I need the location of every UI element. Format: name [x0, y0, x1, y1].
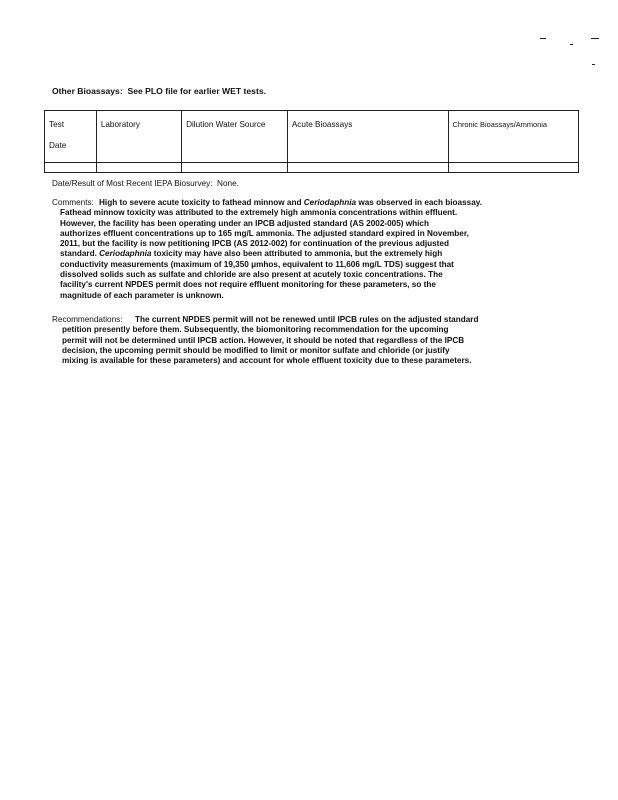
comments-line: High to severe acute toxicity to fathead minnow and Ceriodaphnia was observed in each bioassay.: [99, 198, 482, 207]
scan-artifact: [540, 38, 546, 39]
comments-line: Fathead minnow toxicity was attributed to the extremely high ammonia concentrations within effluent.: [60, 208, 458, 218]
comments-line: However, the facility has been operating under an IPCB adjusted standard (AS 2002-005) which: [60, 218, 429, 228]
recommendations-line: permit will not be determined until IPCB action. However, it should be noted that regardless of the IPCB: [62, 335, 465, 345]
comments-line: standard. Ceriodaphnia toxicity may have also been attributed to ammonia, but the extremely high: [60, 249, 443, 259]
recommendations-section: [52, 315, 597, 375]
biosurvey-value: None.: [217, 179, 239, 188]
header-chronic-bioassays: Chronic Bioassays/Ammonia: [448, 111, 578, 163]
recommendations-label: Recommendations:: [52, 315, 123, 324]
comments-text: [99, 198, 599, 208]
heading-label: Other Bioassays:: [52, 86, 123, 96]
table-header-row: [45, 111, 579, 163]
header-test-date: [45, 111, 97, 163]
biosurvey-line: [52, 179, 239, 188]
recommendations-line: mixing is available for these parameters) and account for whole effluent toxicity due to these parameters.: [62, 356, 472, 366]
recommendations-line: petition presently before them. Subsequently, the biomonitoring recommendation for the upcoming: [62, 325, 449, 335]
comments-line: magnitude of each parameter is unknown.: [60, 290, 224, 300]
table-cell: [182, 163, 288, 173]
comments-line: facility's current NPDES permit does not require effluent monitoring for these parameters, so the: [60, 280, 436, 290]
table-cell: [96, 163, 181, 173]
table-cell: [45, 163, 97, 173]
table-cell: [287, 163, 448, 173]
comments-line: 2011, but the facility is now petitioning IPCB (AS 2012-002) for continuation of the previous adjusted: [60, 239, 449, 249]
header-test: Test: [49, 120, 65, 129]
comments-section: [52, 198, 592, 308]
recommendations-body: [62, 325, 602, 366]
table-row: [45, 163, 579, 173]
header-acute-bioassays: Acute Bioassays: [287, 111, 448, 163]
header-laboratory: Laboratory: [96, 111, 181, 163]
other-bioassays-heading: [52, 86, 266, 96]
header-dilution-water-source: Dilution Water Source: [182, 111, 288, 163]
heading-note: See PLO file for earlier WET tests.: [127, 86, 266, 96]
comments-body: [60, 208, 560, 301]
scan-artifact: [570, 44, 573, 45]
comments-line: dissolved solids such as sulfate and chloride are also present at acutely toxic concentrations. The: [60, 270, 443, 280]
recommendations-line: decision, the upcoming permit should be modified to limit or monitor sulfate and chloride (or justify: [62, 345, 450, 355]
comments-label: Comments:: [52, 198, 94, 207]
scan-artifact: [592, 64, 595, 65]
recommendations-line: The current NPDES permit will not be renewed until IPCB rules on the adjusted standard: [135, 315, 479, 324]
scan-artifact: [591, 38, 599, 39]
comments-line: conductivity measurements (maximum of 19,350 μmhos, equivalent to 11,606 mg/L TDS) suggest that: [60, 259, 454, 269]
table-cell: [448, 163, 578, 173]
header-date: Date: [49, 141, 67, 150]
bioassay-table: [44, 110, 579, 173]
biosurvey-label: Date/Result of Most Recent IEPA Biosurvey:: [52, 179, 213, 188]
comments-line: authorizes effluent concentrations up to 165 mg/L ammonia. The adjusted standard expired in November,: [60, 228, 469, 238]
recommendations-text: [135, 315, 595, 325]
